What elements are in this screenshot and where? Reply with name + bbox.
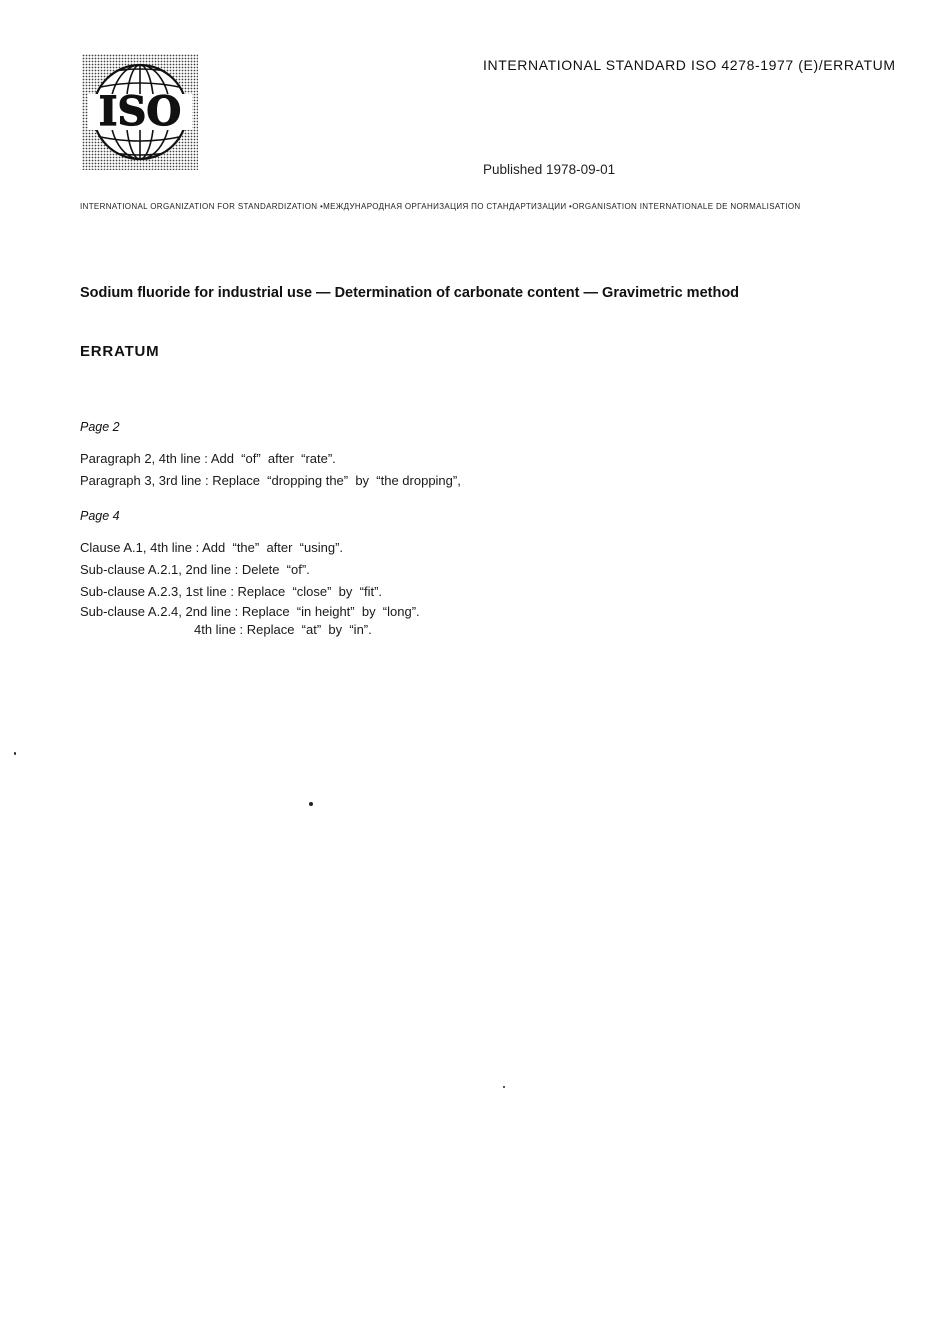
scan-speck	[14, 752, 16, 755]
correction-line: Sub-clause A.2.4, 2nd line : Replace “in height” by “long”.	[80, 604, 420, 619]
section-page-label: Page 2	[80, 420, 120, 434]
correction-line: Paragraph 3, 3rd line : Replace “dropping the” by “the dropping”,	[80, 473, 461, 488]
correction-line: Sub-clause A.2.3, 1st line : Replace “close” by “fit”.	[80, 584, 383, 599]
iso-logo	[82, 54, 198, 170]
organization-line: INTERNATIONAL ORGANIZATION FOR STANDARDIZATION •МЕЖДУНАРОДНАЯ ОРГАНИЗАЦИЯ ПО СТАНДАРТИЗАЦИИ •ORGANISATION INTERNATIONALE DE NORMALISATION	[80, 202, 801, 211]
standard-title: INTERNATIONAL STANDARD ISO 4278-1977 (E)/ERRATUM	[483, 57, 896, 73]
document-title: Sodium fluoride for industrial use — Determination of carbonate content — Gravimetric method	[80, 285, 740, 301]
published-date: Published 1978-09-01	[483, 162, 616, 177]
correction-line: Sub-clause A.2.1, 2nd line : Delete “of”.	[80, 562, 310, 577]
erratum-heading: ERRATUM	[80, 343, 160, 360]
section-page-4	[80, 509, 420, 639]
correction-line: Paragraph 2, 4th line : Add “of” after “rate”.	[80, 451, 336, 466]
correction-line: 4th line : Replace “at” by “in”.	[194, 622, 372, 637]
scan-speck	[503, 1086, 505, 1088]
iso-logo-text: ISO	[98, 88, 182, 135]
scan-speck	[309, 802, 313, 806]
section-page-label: Page 4	[80, 509, 120, 523]
correction-line: Clause A.1, 4th line : Add “the” after “using”.	[80, 540, 344, 555]
section-page-2	[80, 420, 461, 492]
